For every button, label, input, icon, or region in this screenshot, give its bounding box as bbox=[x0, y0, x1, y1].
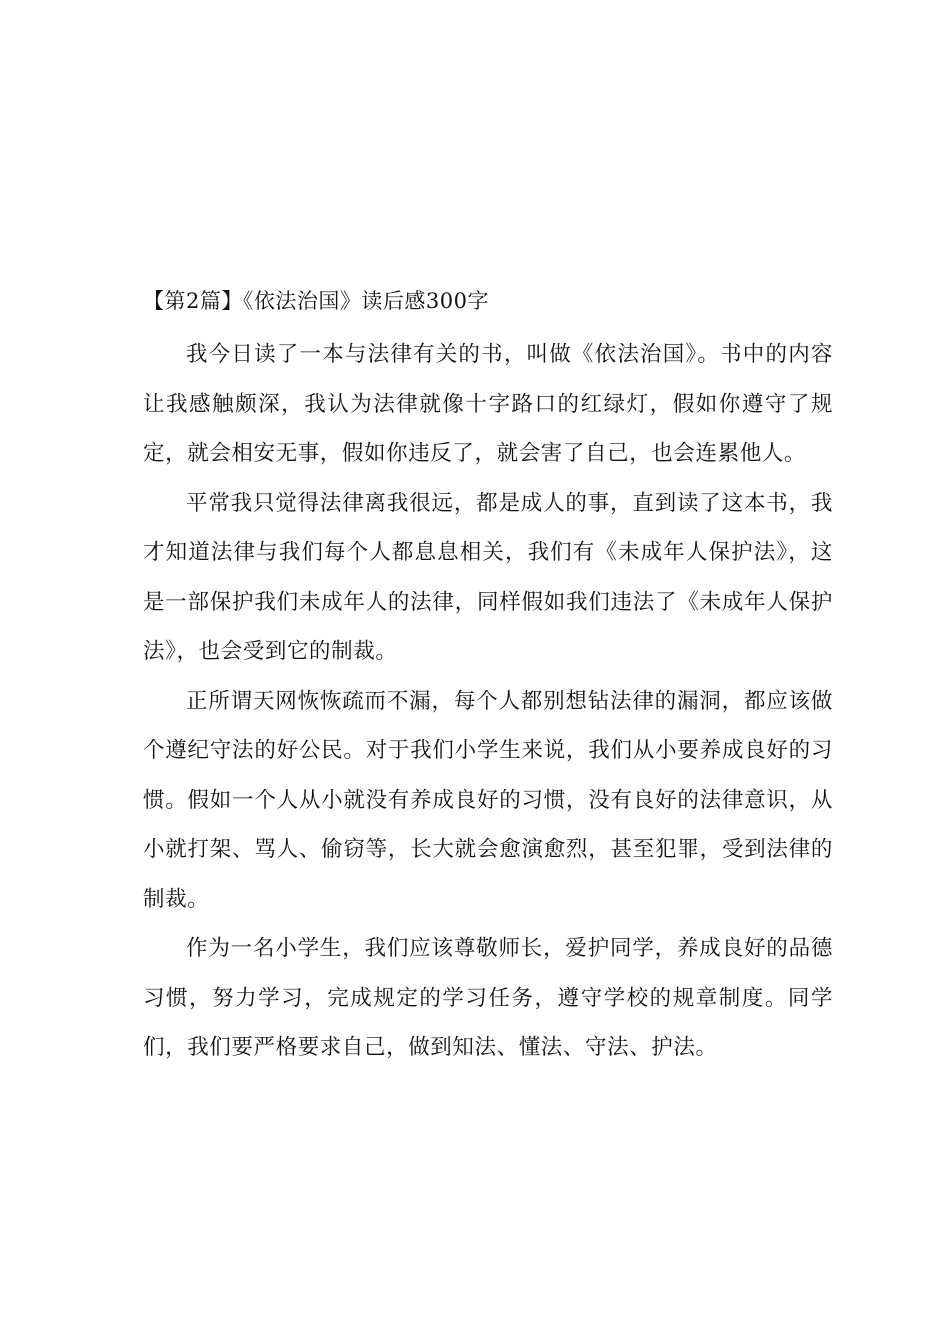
document-body bbox=[143, 286, 833, 1073]
paragraph-4: 作为一名小学生，我们应该尊敬师长，爱护同学，养成良好的品德习惯，努力学习，完成规定的学习任务，遵守学校的规章制度。同学们，我们要严格要求自己，做到知法、懂法、守法、护法。 bbox=[143, 936, 833, 1060]
paragraph-3: 正所谓天网恢恢疏而不漏，每个人都别想钻法律的漏洞，都应该做个遵纪守法的好公民。对于我们小学生来说，我们从小要养成良好的习惯。假如一个人从小就没有养成良好的习惯，没有良好的法律意识，从小就打架、骂人、偷窃等，长大就会愈演愈烈，甚至犯罪，受到法律的制裁。 bbox=[143, 688, 833, 912]
document-title: 【第2篇】《依法治国》读后感300字 bbox=[143, 289, 489, 313]
paragraph-2: 平常我只觉得法律离我很远，都是成人的事，直到读了这本书，我才知道法律与我们每个人都息息相关，我们有《未成年人保护法》，这是一部保护我们未成年人的法律，同样假如我们违法了《未成年人保护法》，也会受到它的制裁。 bbox=[143, 490, 833, 664]
paragraph-1: 我今日读了一本与法律有关的书，叫做《依法治国》。书中的内容让我感触颇深，我认为法律就像十字路口的红绿灯，假如你遵守了规定，就会相安无事，假如你违反了，就会害了自己，也会连累他人。 bbox=[143, 342, 833, 466]
